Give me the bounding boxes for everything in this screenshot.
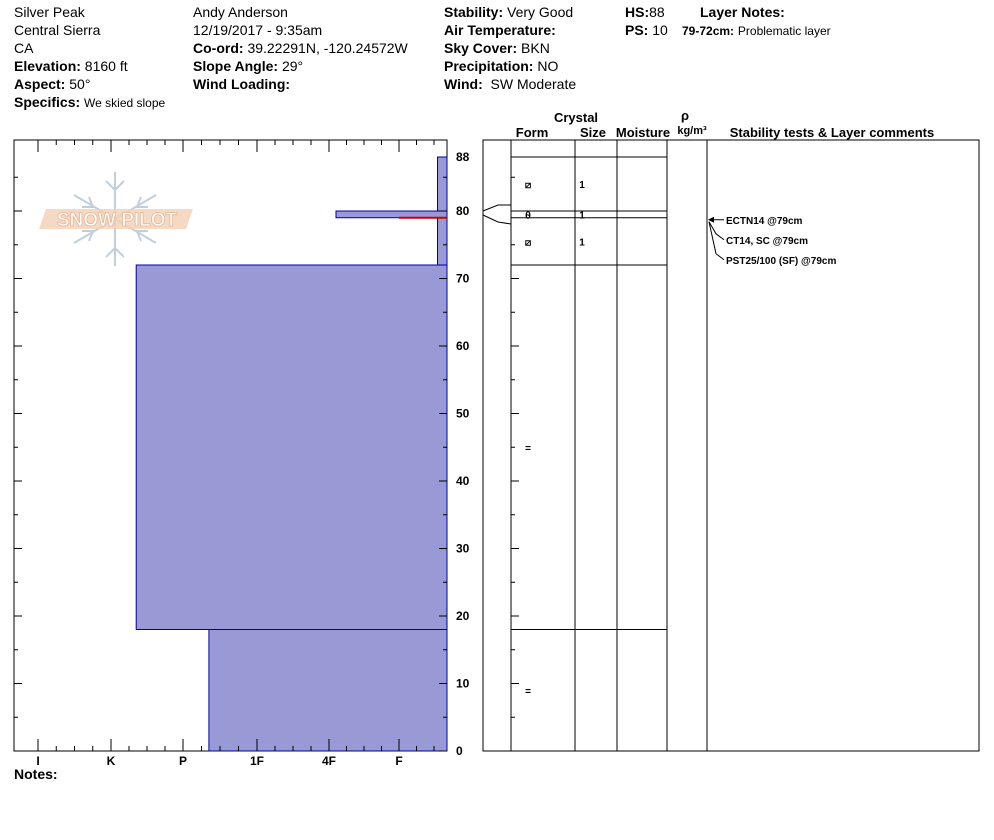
logo-text: SNOW PILOT [56, 210, 178, 231]
stability-label: Stability: [444, 4, 504, 20]
height-label: 70 [456, 271, 470, 286]
col-rho: ρ [680, 108, 690, 123]
state-name: CA [14, 40, 34, 56]
hardness-label: P [178, 754, 188, 768]
hardness-label: 1F [249, 754, 265, 768]
precip-label: Precipitation: [444, 58, 534, 74]
height-label: 60 [456, 339, 470, 353]
location-name: Silver Peak [14, 4, 85, 20]
layer-form-5: = [525, 686, 531, 698]
coord-value: 39.22291N, -120.24572W [247, 40, 408, 56]
hs-value: 88 [649, 4, 665, 20]
specifics-value: We skied slope [84, 96, 166, 110]
slope-label: Slope Angle: [193, 58, 279, 74]
elevation-value: 8160 ft [84, 58, 128, 74]
col-crystal: Crystal [553, 110, 599, 125]
ps-label: PS: [625, 22, 649, 38]
wind-loading-label: Wind Loading: [193, 76, 291, 92]
depth-connector [483, 205, 511, 211]
range-name: Central Sierra [14, 22, 101, 38]
col-size: Size [579, 125, 607, 140]
stability-test-comment: ECTN14 @79cm [726, 215, 803, 227]
aspect-label: Aspect: [14, 76, 66, 92]
sky-label: Sky Cover: [444, 40, 518, 56]
notes-label: Notes: [14, 766, 58, 782]
height-label: 88 [456, 150, 470, 164]
layer-form-2: ⍬ [525, 210, 531, 222]
col-comments: Stability tests & Layer comments [729, 125, 935, 140]
wind-label: Wind: [444, 76, 483, 92]
hardness-label: K [106, 754, 116, 768]
layer-form-4: = [525, 443, 531, 455]
height-label: 0 [456, 744, 463, 758]
col-density-unit: kg/m³ [677, 125, 707, 137]
layer-bar-1 [438, 157, 448, 218]
snowpilot-logo [39, 172, 193, 266]
height-label: 40 [456, 474, 470, 488]
coord-label: Co-ord: [193, 40, 244, 56]
stability-test-comment: CT14, SC @79cm [726, 235, 809, 247]
air-temp-label: Air Temperature: [444, 22, 556, 38]
specifics-label: Specifics: [14, 94, 81, 110]
hardness-label: 4F [321, 754, 337, 768]
precip-value: NO [537, 58, 559, 74]
height-label: 50 [456, 406, 470, 421]
observer-name: Andy Anderson [193, 4, 288, 20]
layer-size-1: 1 [579, 180, 585, 191]
height-label: 30 [456, 541, 470, 556]
layer-bar-2 [336, 211, 447, 218]
layer-size-3: 1 [579, 237, 585, 249]
wind-value: SW Moderate [490, 76, 577, 92]
depth-connector [483, 215, 511, 224]
hardness-label: I [36, 754, 40, 768]
layer-notes-heading: Layer Notes: [700, 4, 785, 20]
layer-note-range: 79-72cm: [682, 24, 735, 38]
comment-leader [709, 222, 724, 260]
col-form: Form [515, 125, 549, 140]
stability-test-comment: PST25/100 (SF) @79cm [726, 255, 837, 267]
layer-size-2: 1 [579, 210, 585, 222]
ps-value: 10 [652, 22, 668, 38]
aspect-value: 50° [69, 76, 91, 92]
observation-datetime: 12/19/2017 - 9:35am [193, 22, 323, 38]
layer-table-frame [483, 140, 979, 751]
layer-bar-3 [438, 218, 448, 265]
height-label: 10 [456, 676, 470, 691]
sky-value: BKN [521, 40, 550, 56]
layer-bar-5 [209, 630, 447, 752]
elevation-label: Elevation: [14, 58, 81, 74]
stability-value: Very Good [507, 4, 574, 20]
height-label: 80 [456, 204, 470, 218]
hardness-label: F [395, 754, 403, 768]
layer-note-text: Problematic layer [737, 24, 831, 38]
layer-form-3: ⧄ [524, 237, 532, 249]
height-label: 20 [456, 609, 470, 623]
layer-bar-4 [136, 265, 447, 630]
slope-value: 29° [281, 58, 304, 74]
col-moisture: Moisture [615, 125, 671, 140]
hs-label: HS: [625, 4, 650, 20]
layer-form-1: ⧄ [524, 180, 532, 191]
